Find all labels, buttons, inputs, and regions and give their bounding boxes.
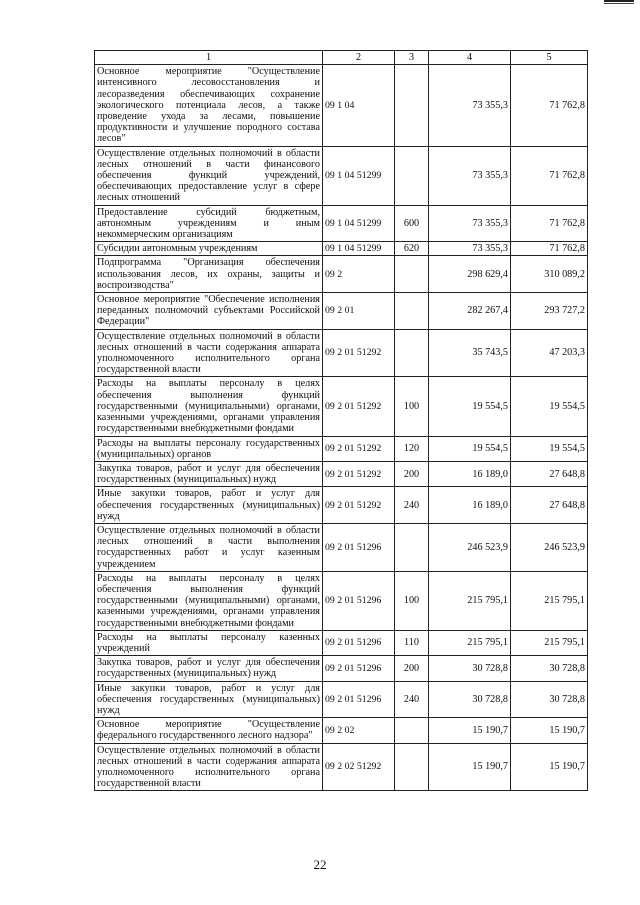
row-amount-col5-cell: 15 190,7 xyxy=(511,743,588,791)
row-expense-type-cell xyxy=(395,718,429,743)
row-amount-col4-cell: 16 189,0 xyxy=(429,461,511,486)
table-row xyxy=(95,377,588,436)
table-row xyxy=(95,630,588,655)
row-amount-col4-cell: 19 554,5 xyxy=(429,436,511,461)
row-amount-col5-cell: 27 648,8 xyxy=(511,487,588,524)
row-amount-col5-cell: 27 648,8 xyxy=(511,461,588,486)
table-row xyxy=(95,571,588,630)
row-amount-col4-cell: 246 523,9 xyxy=(429,523,511,571)
row-name-cell: Иные закупки товаров, работ и услуг для обеспечения государственных (муниципальных) нужд xyxy=(95,487,323,524)
row-amount-col4-cell: 35 743,5 xyxy=(429,329,511,377)
row-expense-type-cell: 100 xyxy=(395,571,429,630)
row-name-cell: Субсидии автономным учреждениям xyxy=(95,242,323,256)
row-amount-col4-cell: 215 795,1 xyxy=(429,571,511,630)
row-expense-type-cell: 200 xyxy=(395,656,429,681)
row-amount-col5-cell: 47 203,3 xyxy=(511,329,588,377)
row-name-cell: Подпрограмма "Организация обеспечения использования лесов, их охраны, защиты и воспроизводства" xyxy=(95,256,323,293)
row-name-cell: Осуществление отдельных полномочий в области лесных отношений в части финансового обеспечения функций учреждений, обеспечивающих предоставление услуг в сфере лесных отношений xyxy=(95,146,323,205)
row-amount-col4-cell: 73 355,3 xyxy=(429,242,511,256)
row-name-cell: Осуществление отдельных полномочий в области лесных отношений в части содержания аппарата уполномоченного исполнительного органа государственной власти xyxy=(95,743,323,791)
row-amount-col5-cell: 19 554,5 xyxy=(511,436,588,461)
row-amount-col4-cell: 73 355,3 xyxy=(429,65,511,146)
row-code-cell: 09 2 02 xyxy=(323,718,395,743)
row-name-cell: Расходы на выплаты персоналу государственных (муниципальных) органов xyxy=(95,436,323,461)
table-row xyxy=(95,523,588,571)
page-number: 22 xyxy=(313,857,327,872)
row-expense-type-cell: 240 xyxy=(395,681,429,718)
row-expense-type-cell xyxy=(395,146,429,205)
budget-table xyxy=(94,50,588,791)
header-col-3: 3 xyxy=(395,51,429,65)
corner-line xyxy=(604,0,634,2)
header-col-1: 1 xyxy=(95,51,323,65)
row-code-cell: 09 1 04 51299 xyxy=(323,205,395,242)
row-amount-col4-cell: 16 189,0 xyxy=(429,487,511,524)
row-code-cell: 09 1 04 51299 xyxy=(323,146,395,205)
row-expense-type-cell: 100 xyxy=(395,377,429,436)
row-amount-col5-cell: 71 762,8 xyxy=(511,205,588,242)
row-amount-col4-cell: 30 728,8 xyxy=(429,656,511,681)
row-amount-col5-cell: 19 554,5 xyxy=(511,377,588,436)
row-amount-col5-cell: 71 762,8 xyxy=(511,65,588,146)
row-amount-col5-cell: 30 728,8 xyxy=(511,656,588,681)
row-amount-col4-cell: 15 190,7 xyxy=(429,718,511,743)
table-row xyxy=(95,461,588,486)
row-name-cell: Предоставление субсидий бюджетным, автономным учреждениям и иным некоммерческим организациям xyxy=(95,205,323,242)
row-expense-type-cell xyxy=(395,523,429,571)
row-code-cell: 09 2 01 51292 xyxy=(323,377,395,436)
row-amount-col5-cell: 215 795,1 xyxy=(511,571,588,630)
row-code-cell: 09 1 04 51299 xyxy=(323,242,395,256)
row-name-cell: Расходы на выплаты персоналу в целях обеспечения выполнения функций государственными (муниципальными) органами, казенными учреждениями, органами управления государственными внебюджетными фондами xyxy=(95,571,323,630)
row-amount-col5-cell: 30 728,8 xyxy=(511,681,588,718)
table-row xyxy=(95,329,588,377)
row-amount-col4-cell: 19 554,5 xyxy=(429,377,511,436)
row-code-cell: 09 2 01 51292 xyxy=(323,487,395,524)
row-code-cell: 09 2 01 51292 xyxy=(323,436,395,461)
table-body xyxy=(95,65,588,791)
row-expense-type-cell: 110 xyxy=(395,630,429,655)
row-name-cell: Основное мероприятие "Осуществление федерального государственного лесного надзора" xyxy=(95,718,323,743)
row-amount-col5-cell: 310 089,2 xyxy=(511,256,588,293)
row-name-cell: Расходы на выплаты персоналу в целях обеспечения выполнения функций государственными (муниципальными) органами, казенными учреждениями, органами управления государственными внебюджетными фондами xyxy=(95,377,323,436)
row-name-cell: Иные закупки товаров, работ и услуг для обеспечения государственных (муниципальных) нужд xyxy=(95,681,323,718)
table-row xyxy=(95,65,588,146)
row-name-cell: Осуществление отдельных полномочий в области лесных отношений в части содержания аппарата уполномоченного исполнительного органа государственной власти xyxy=(95,329,323,377)
row-amount-col4-cell: 215 795,1 xyxy=(429,630,511,655)
table-row xyxy=(95,681,588,718)
header-row xyxy=(95,51,588,65)
row-expense-type-cell: 620 xyxy=(395,242,429,256)
row-name-cell: Закупка товаров, работ и услуг для обеспечения государственных (муниципальных) нужд xyxy=(95,656,323,681)
row-name-cell: Осуществление отдельных полномочий в области лесных отношений в части выполнения государственных работ и услуг казенным учреждением xyxy=(95,523,323,571)
header-col-5: 5 xyxy=(511,51,588,65)
row-code-cell: 09 2 01 51296 xyxy=(323,656,395,681)
row-amount-col4-cell: 30 728,8 xyxy=(429,681,511,718)
row-expense-type-cell xyxy=(395,293,429,330)
row-code-cell: 09 2 01 51292 xyxy=(323,329,395,377)
row-expense-type-cell: 600 xyxy=(395,205,429,242)
row-expense-type-cell: 120 xyxy=(395,436,429,461)
row-code-cell: 09 2 01 51296 xyxy=(323,523,395,571)
row-name-cell: Закупка товаров, работ и услуг для обеспечения государственных (муниципальных) нужд xyxy=(95,461,323,486)
row-expense-type-cell xyxy=(395,256,429,293)
header-col-2: 2 xyxy=(323,51,395,65)
header-col-4: 4 xyxy=(429,51,511,65)
row-name-cell: Расходы на выплаты персоналу казенных учреждений xyxy=(95,630,323,655)
row-amount-col5-cell: 246 523,9 xyxy=(511,523,588,571)
row-code-cell: 09 2 01 51296 xyxy=(323,571,395,630)
row-amount-col5-cell: 71 762,8 xyxy=(511,146,588,205)
table-row xyxy=(95,718,588,743)
row-name-cell: Основное мероприятие "Обеспечение исполнения переданных полномочий субъектами Российской Федерации" xyxy=(95,293,323,330)
row-expense-type-cell: 200 xyxy=(395,461,429,486)
table-row xyxy=(95,743,588,791)
row-code-cell: 09 2 01 51296 xyxy=(323,681,395,718)
row-amount-col4-cell: 73 355,3 xyxy=(429,146,511,205)
corner-line-2 xyxy=(604,3,634,4)
table-row xyxy=(95,487,588,524)
row-amount-col5-cell: 293 727,2 xyxy=(511,293,588,330)
row-code-cell: 09 2 02 51292 xyxy=(323,743,395,791)
row-amount-col5-cell: 15 190,7 xyxy=(511,718,588,743)
row-expense-type-cell xyxy=(395,329,429,377)
table-row xyxy=(95,293,588,330)
row-code-cell: 09 1 04 xyxy=(323,65,395,146)
table-header xyxy=(95,51,588,65)
row-amount-col5-cell: 71 762,8 xyxy=(511,242,588,256)
table-row xyxy=(95,146,588,205)
row-name-cell: Основное мероприятие "Осуществление интенсивного лесовосстановления и лесоразведения обеспечивающих сохранение экологического потенциала лесов, а также проведение ухода за лесами, повышение продуктивности и улучшение породного состава лесов" xyxy=(95,65,323,146)
row-code-cell: 09 2 xyxy=(323,256,395,293)
table-row xyxy=(95,205,588,242)
row-amount-col5-cell: 215 795,1 xyxy=(511,630,588,655)
table-row xyxy=(95,436,588,461)
row-amount-col4-cell: 282 267,4 xyxy=(429,293,511,330)
row-amount-col4-cell: 73 355,3 xyxy=(429,205,511,242)
row-amount-col4-cell: 298 629,4 xyxy=(429,256,511,293)
row-code-cell: 09 2 01 51296 xyxy=(323,630,395,655)
row-expense-type-cell: 240 xyxy=(395,487,429,524)
table-row xyxy=(95,256,588,293)
row-code-cell: 09 2 01 xyxy=(323,293,395,330)
row-expense-type-cell xyxy=(395,65,429,146)
row-expense-type-cell xyxy=(395,743,429,791)
row-code-cell: 09 2 01 51292 xyxy=(323,461,395,486)
row-amount-col4-cell: 15 190,7 xyxy=(429,743,511,791)
table-row xyxy=(95,242,588,256)
table-row xyxy=(95,656,588,681)
